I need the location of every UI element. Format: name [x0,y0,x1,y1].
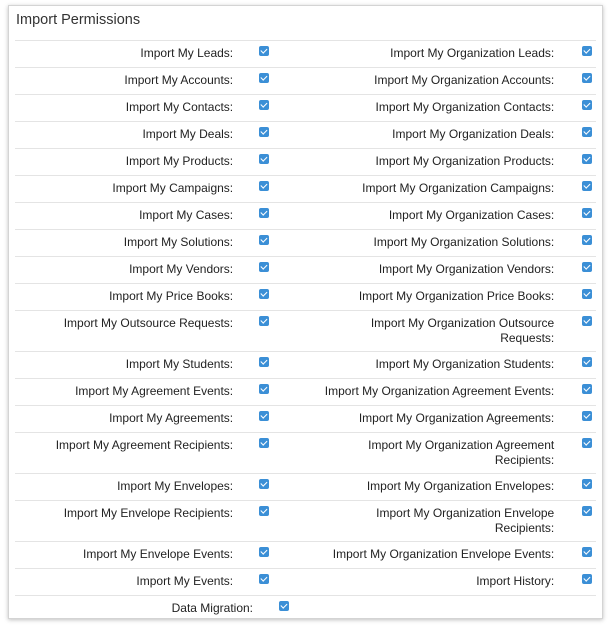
permission-label: Import My Contacts: [125,100,234,114]
permission-label: Import My Organization Agreement Recipients: [368,438,555,467]
permission-label: Import My Organization Contacts: [375,100,555,114]
permission-label: Import My Envelope Recipients: [63,506,234,520]
checkbox-checked-icon[interactable] [259,479,269,489]
checkbox-checked-icon[interactable] [259,411,269,421]
checkbox-checked-icon[interactable] [582,547,592,557]
permission-label: Import My Solutions: [123,235,234,249]
import-permissions-panel [8,5,603,619]
checkbox-checked-icon[interactable] [582,357,592,367]
permission-row [15,596,596,623]
permission-label: Import My Price Books: [109,289,234,303]
checkbox-checked-icon[interactable] [582,73,592,83]
permission-label: Import My Organization Students: [375,357,555,371]
checkbox-checked-icon[interactable] [582,127,592,137]
permission-row [15,203,596,230]
checkbox-checked-icon[interactable] [582,411,592,421]
permission-label: Import My Deals: [142,127,234,141]
permission-row [15,230,596,257]
permission-label: Import My Outsource Requests: [63,316,234,330]
checkbox-checked-icon[interactable] [259,181,269,191]
permission-label: Import My Agreement Events: [75,384,234,398]
checkbox-checked-icon[interactable] [582,574,592,584]
checkbox-checked-icon[interactable] [259,235,269,245]
permission-row [15,284,596,311]
checkbox-checked-icon[interactable] [582,181,592,191]
permission-row [15,501,596,542]
permission-label: Import My Products: [125,154,234,168]
checkbox-checked-icon[interactable] [259,547,269,557]
permission-row [15,68,596,95]
permission-row [15,433,596,474]
permission-label: Import My Organization Accounts: [374,73,555,87]
permission-label: Import My Organization Solutions: [373,235,555,249]
section-title: Import Permissions [16,12,141,28]
checkbox-checked-icon[interactable] [582,438,592,448]
permission-label: Import My Agreements: [109,411,234,425]
permission-row [15,542,596,569]
permissions-table [15,40,596,623]
permission-label: Import My Organization Deals: [392,127,555,141]
checkbox-checked-icon[interactable] [582,100,592,110]
permission-label: Import My Accounts: [124,73,234,87]
permission-label: Import My Organization Campaigns: [362,181,555,195]
checkbox-checked-icon[interactable] [259,384,269,394]
permission-label: Import My Organization Products: [375,154,555,168]
checkbox-checked-icon[interactable] [582,316,592,326]
checkbox-checked-icon[interactable] [582,208,592,218]
checkbox-checked-icon[interactable] [582,262,592,272]
permission-row [15,257,596,284]
permission-label: Import My Organization Envelope Events: [332,547,555,561]
permission-label: Import My Organization Envelope Recipients: [376,506,555,535]
checkbox-checked-icon[interactable] [582,479,592,489]
checkbox-checked-icon[interactable] [279,601,289,611]
checkbox-checked-icon[interactable] [259,100,269,110]
permission-label: Import My Students: [125,357,234,371]
permission-label: Import My Organization Agreement Events: [324,384,555,398]
permission-label: Import My Vendors: [129,262,234,276]
permission-label: Import My Envelope Events: [83,547,234,561]
permission-label: Import My Organization Outsource Requests: [370,316,555,345]
permission-label: Import My Organization Cases: [388,208,555,222]
permission-label: Import My Organization Price Books: [358,289,555,303]
checkbox-checked-icon[interactable] [259,289,269,299]
permission-row [15,474,596,501]
permission-label: Import My Organization Agreements: [358,411,555,425]
permission-row [15,352,596,379]
permission-label: Import My Envelopes: [117,479,234,493]
permission-row [15,41,596,68]
checkbox-checked-icon[interactable] [259,46,269,56]
checkbox-checked-icon[interactable] [582,289,592,299]
permission-row [15,95,596,122]
permission-label: Import My Events: [136,574,234,588]
permission-label: Import My Leads: [140,46,234,60]
permission-label: Import My Campaigns: [112,181,234,195]
permission-label: Import My Cases: [139,208,234,222]
checkbox-checked-icon[interactable] [259,127,269,137]
permission-label: Import My Agreement Recipients: [55,438,234,452]
checkbox-checked-icon[interactable] [259,208,269,218]
permission-row [15,311,596,352]
checkbox-checked-icon[interactable] [582,46,592,56]
checkbox-checked-icon[interactable] [259,316,269,326]
permission-row [15,176,596,203]
checkbox-checked-icon[interactable] [259,438,269,448]
permission-label: Data Migration: [171,601,253,615]
checkbox-checked-icon[interactable] [582,235,592,245]
checkbox-checked-icon[interactable] [259,506,269,516]
checkbox-checked-icon[interactable] [259,574,269,584]
permission-row [15,122,596,149]
checkbox-checked-icon[interactable] [582,154,592,164]
permission-row [15,149,596,176]
checkbox-checked-icon[interactable] [259,357,269,367]
checkbox-checked-icon[interactable] [259,262,269,272]
permission-row [15,406,596,433]
checkbox-checked-icon[interactable] [582,506,592,516]
permission-row [15,379,596,406]
checkbox-checked-icon[interactable] [259,154,269,164]
permission-label: Import My Organization Envelopes: [366,479,555,493]
permission-row [15,569,596,596]
permission-label: Import My Organization Vendors: [378,262,555,276]
checkbox-checked-icon[interactable] [259,73,269,83]
permission-label: Import My Organization Leads: [390,46,555,60]
checkbox-checked-icon[interactable] [582,384,592,394]
permission-label: Import History: [476,574,555,588]
